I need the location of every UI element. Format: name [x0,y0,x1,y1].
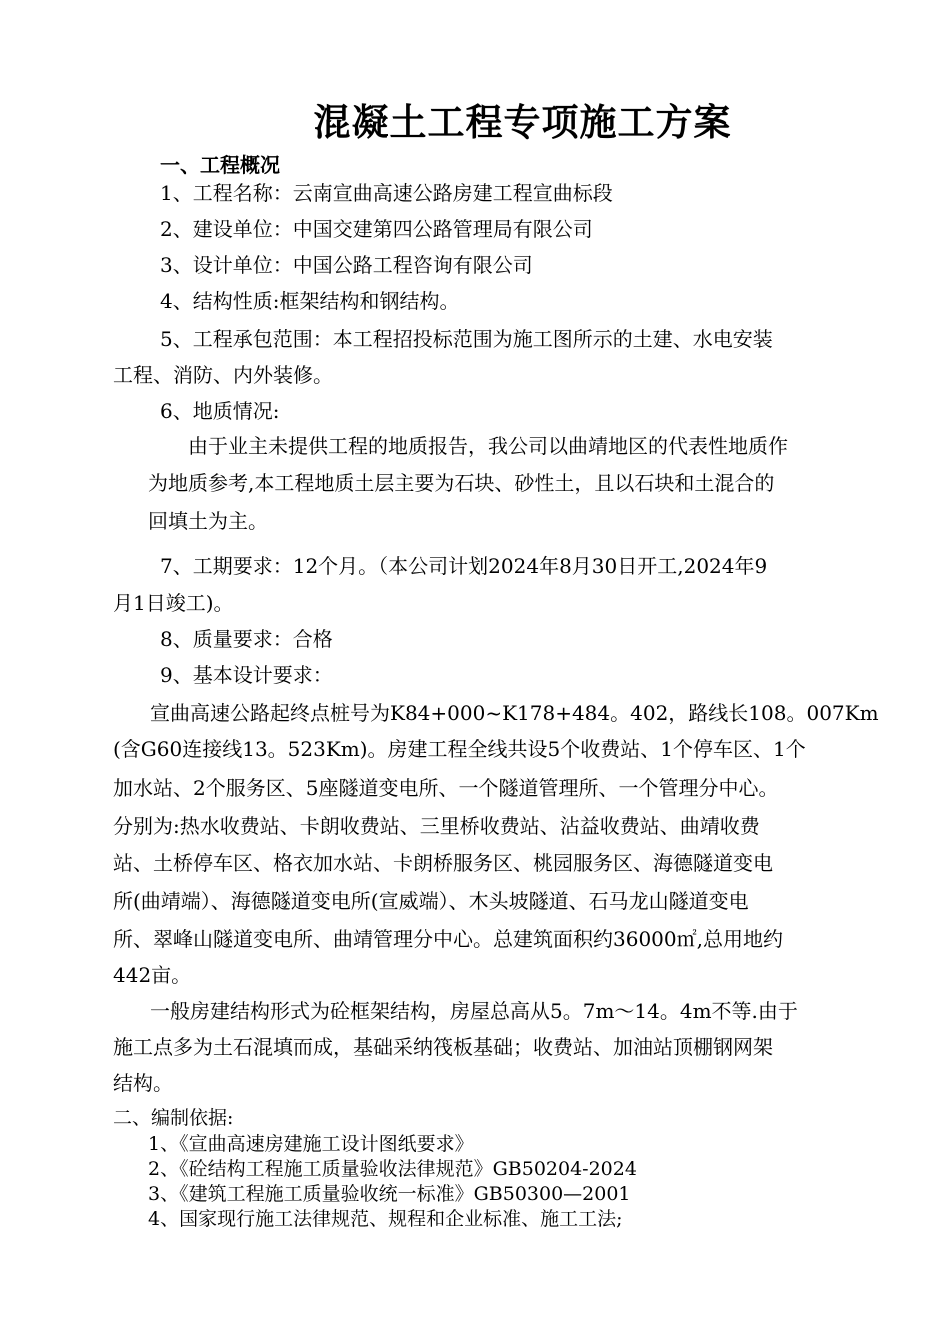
design-para1-line: (含G60连接线13。523Km)。房建工程全线共设5个收费站、1个停车区、1个 [113,737,806,761]
design-para1-line: 站、土桥停车区、格衣加水站、卡朗桥服务区、桃园服务区、海德隧道变电 [113,851,773,875]
geology-line2: 为地质参考,本工程地质土层主要为石块、砂性土，且以石块和土混合的 [148,471,775,495]
design-para2-line: 施工点多为土石混填而成，基础采纳筏板基础；收费站、加油站顶棚钢网架 [113,1035,773,1059]
design-unit-item: 3、设计单位：中国公路工程咨询有限公司 [160,253,533,277]
basis-item: 1、《宣曲高速房建施工设计图纸要求》 [148,1133,474,1155]
section2-heading: 二、编制依据: [113,1107,234,1129]
basis-item: 4、国家现行施工法律规范、规程和企业标准、施工工法; [148,1208,623,1230]
construction-unit-item: 2、建设单位：中国交建第四公路管理局有限公司 [160,217,593,241]
schedule-line2: 月1日竣工)。 [113,591,234,615]
project-name-item: 1、工程名称：云南宣曲高速公路房建工程宣曲标段 [160,181,613,205]
geology-line1: 由于业主未提供工程的地质报告，我公司以曲靖地区的代表性地质作 [188,434,788,458]
design-para1-line: 所、翠峰山隧道变电所、曲靖管理分中心。总建筑面积约36000㎡,总用地约 [113,927,783,951]
document-title: 混凝土工程专项施工方案 [313,101,732,144]
design-para2-line: 结构。 [113,1071,173,1095]
schedule-line1: 7、工期要求：12个月。（本公司计划2024年8月30日开工,2024年9 [160,554,768,578]
design-para1-line: 所(曲靖端）、海德隧道变电所(宣威端）、木头坡隧道、石马龙山隧道变电 [113,889,749,913]
quality-item: 8、质量要求：合格 [160,627,333,651]
design-para1-line: 分别为:热水收费站、卡朗收费站、三里桥收费站、沾益收费站、曲靖收费 [113,814,760,838]
contract-scope-line1: 5、工程承包范围：本工程招投标范围为施工图所示的土建、水电安装 [160,327,773,351]
design-para2-line: 一般房建结构形式为砼框架结构，房屋总高从5。7m～14。4m不等.由于 [150,999,798,1023]
contract-scope-line2: 工程、消防、内外装修。 [113,363,333,387]
section1-heading: 一、工程概况 [160,153,280,177]
design-requirements-label: 9、基本设计要求： [160,663,333,687]
basis-item: 3、《建筑工程施工质量验收统一标准》GB50300—2001 [148,1183,631,1205]
basis-item: 2、《砼结构工程施工质量验收法律规范》GB50204-2024 [148,1158,637,1180]
design-para1-line: 加水站、2个服务区、5座隧道变电所、一个隧道管理所、一个管理分中心。 [113,776,779,800]
structure-nature-item: 4、结构性质:框架结构和钢结构。 [160,289,460,313]
geology-line3: 回填土为主。 [148,509,268,533]
geology-label: 6、地质情况: [160,399,280,423]
design-para1-line: 442亩。 [113,963,192,987]
design-para1-line: 宣曲高速公路起终点桩号为K84+000~K178+484。402，路线长108。007Km [150,701,879,725]
